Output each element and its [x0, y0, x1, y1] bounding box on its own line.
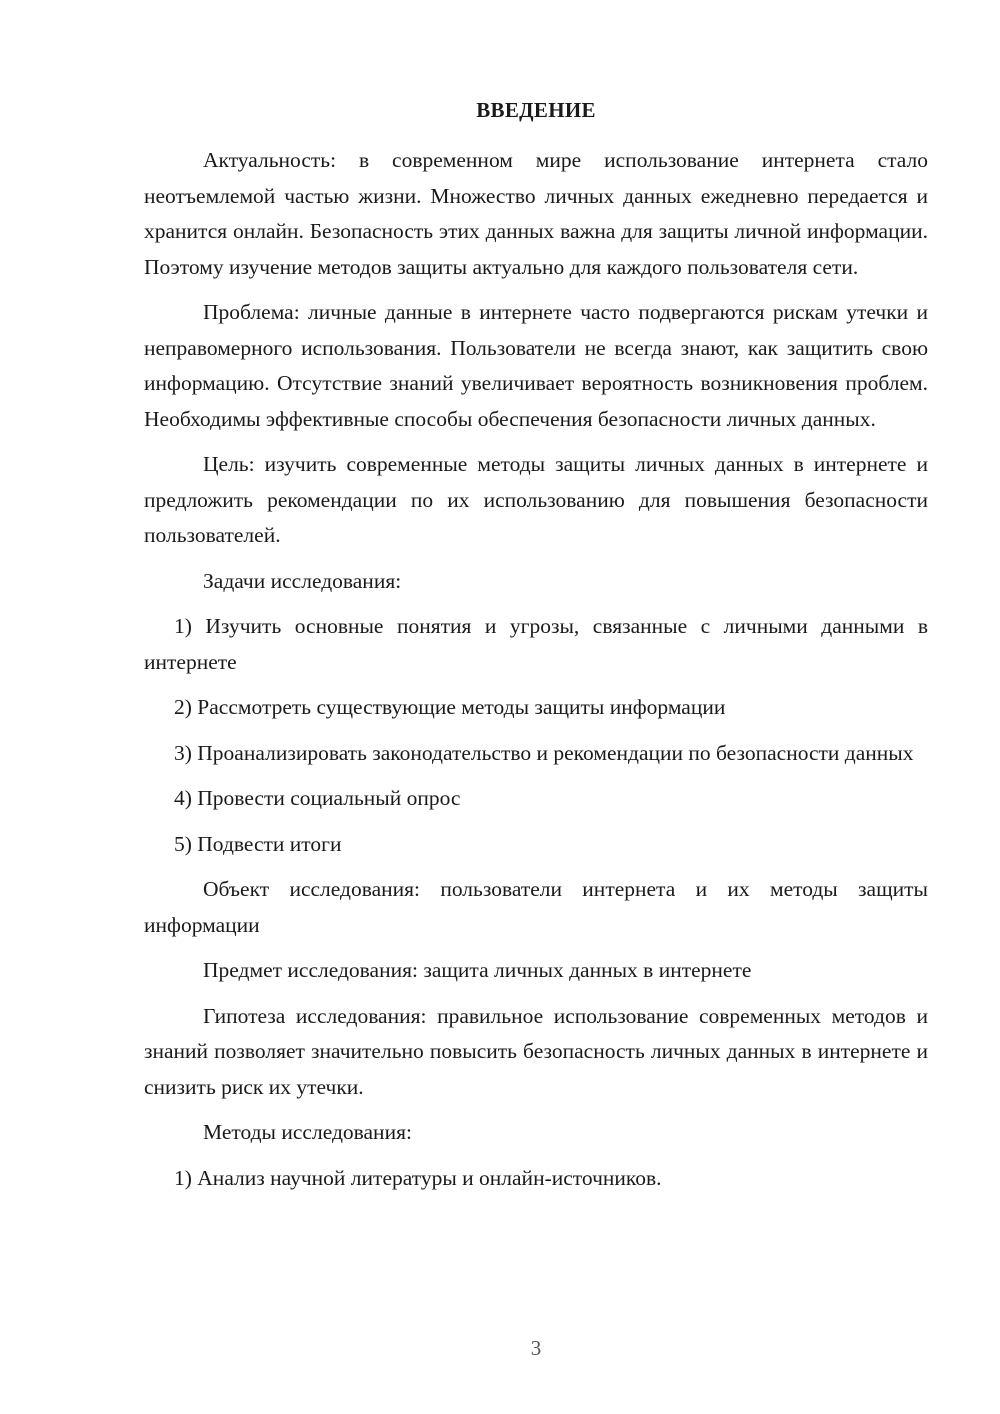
paragraph-subject: Предмет исследования: защита личных данных в интернете [203, 958, 752, 982]
task-item-5: 5) Подвести итоги [174, 831, 342, 856]
document-body [144, 143, 928, 1206]
task-item-1: 1) Изучить основные понятия и угрозы, связанные с личными данными в интернете [144, 614, 928, 674]
task-item-2: 2) Рассмотреть существующие методы защиты информации [174, 695, 726, 719]
paragraph-problem: Проблема: личные данные в интернете часто подвергаются рискам утечки и неправомерного использования. Пользователи не всегда знают, как защитить свою информацию. Отсутствие знаний увеличивает вероятность возникновения проблем. Необходимы эффективные способы обеспечения безопасности личных данных. [144, 300, 928, 431]
page-title: ВВЕДЕНИЕ [476, 98, 596, 122]
methods-heading: Методы исследования: [203, 1120, 412, 1144]
task-item-4: 4) Провести социальный опрос [174, 786, 461, 810]
paragraph-goal: Цель: изучить современные методы защиты личных данных в интернете и предложить рекомендации по их использованию для повышения безопасности пользователей. [144, 452, 928, 547]
page-number: 3 [530, 1336, 542, 1360]
paragraph-object: Объект исследования: пользователи интернета и их методы защиты информации [144, 877, 928, 937]
tasks-heading: Задачи исследования: [203, 568, 402, 593]
paragraph-hypothesis: Гипотеза исследования: правильное использование современных методов и знаний позволяет значительно повысить безопасность личных данных в интернете и снизить риск их утечки. [144, 1003, 928, 1099]
method-item-1: 1) Анализ научной литературы и онлайн-источников. [174, 1165, 662, 1190]
task-item-3: 3) Проанализировать законодательство и рекомендации по безопасности данных [174, 740, 914, 765]
paragraph-relevance: Актуальность: в современном мире использование интернета стало неотъемлемой частью жизни. Множество личных данных ежедневно передается и хранится онлайн. Безопасность этих данных важна для защиты личной информации. Поэтому изучение методов защиты актуально для каждого пользователя сети. [144, 148, 928, 279]
